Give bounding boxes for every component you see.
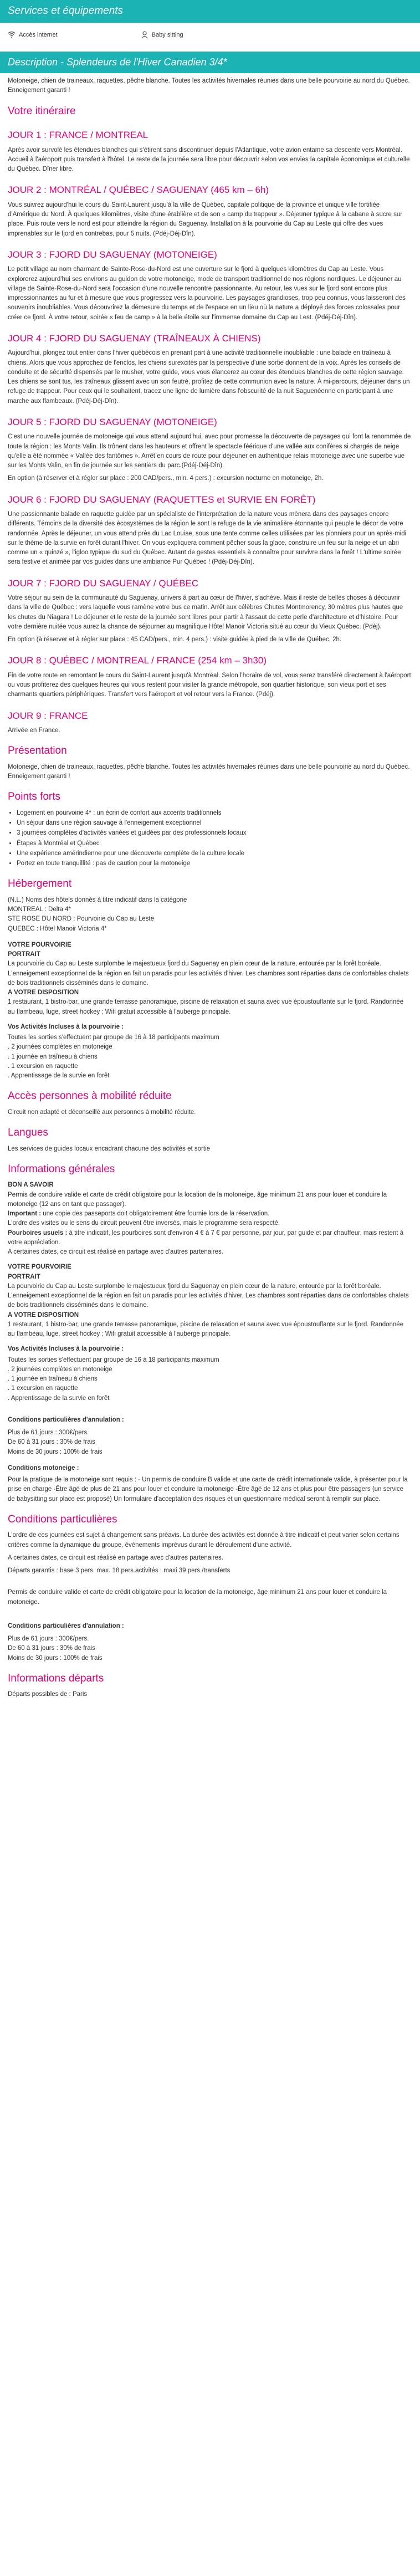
list-item: (N.L.) Noms des hôtels donnés à titre indicatif dans la catégorie [8, 896, 187, 903]
pourboires-text: à titre indicatif, les pourboires sont d'environ 4 € à 7 € par personne, par jour, par guide et par chauffeur, mais restent à votre appréciation. [8, 1229, 404, 1246]
day-title: JOUR 9 : FRANCE [8, 710, 88, 721]
block-title: A VOTRE DISPOSITION [8, 989, 79, 996]
day-title: JOUR 4 : FJORD DU SAGUENAY (TRAÎNEAUX À CHIENS) [8, 333, 261, 344]
points-forts-title: Points forts [8, 791, 61, 803]
departs-title: Informations départs [8, 1672, 104, 1684]
service-internet [8, 30, 58, 40]
block-title: PORTRAIT [8, 951, 40, 958]
list-item: . 1 journée en traîneau à chiens [8, 1376, 98, 1382]
description-banner: Description - Splendeurs de l'Hiver Canadien 3/4* [0, 52, 420, 73]
important-label: Important : [8, 1210, 42, 1217]
services-banner: Services et équipements [0, 0, 420, 23]
list-item: Plus de 61 jours : 300€/pers. [8, 1429, 89, 1436]
list-item: Moins de 30 jours : 100% de frais [8, 1448, 103, 1455]
list-item: STE ROSE DU NORD : Pourvoirie du Cap au Leste [8, 916, 154, 923]
list-item: . 1 excursion en raquette [8, 1062, 78, 1070]
block-title: BON A SAVOIR [8, 1182, 54, 1189]
conditions-text: Pour la pratique de la motoneige sont requis : - Un permis de conduire B valide et une carte de crédit internationale valide, à présenter pour la prise en charge -Être âgé de plus de 21 ans pour louer et conduire la motoneige -Être âgé de 12 ans et plus pour être passagers (un service de babysitting sur place est proposé) Un formulaire d'acceptation des risques et un questionnaire médical seront à remplir sur place. [8, 1476, 408, 1502]
list-item: • Portez en toute tranquillité : pas de caution pour la motoneige [17, 859, 412, 868]
portrait-text: La pourvoirie du Cap au Leste surplombe le majestueux fjord du Saguenay en plein cœur de la nature, entourée par la forêt boréale. L'enneigement exceptionnel de la région en fait un paradis pour les activités d'hiver. Les chambres sont réparties dans de confortables chalets de bois traditionnels disséminés dans le domaine. [8, 1282, 409, 1309]
service-label: Accès internet [19, 31, 58, 38]
hebergement-title: Hébergement [8, 878, 72, 890]
info-text: Permis de conduire valide et carte de crédit obligatoire pour la location de la motoneige, âge minimum 21 ans pour louer et conduire la motoneige (12 ans en tant que passager). [8, 1191, 387, 1208]
list-item: Toutes les sorties s'effectuent par groupe de 16 à 18 participants maximum [8, 1034, 219, 1041]
annulation-list [8, 1428, 412, 1457]
day-text: Fin de votre route en remontant le cours du Saint-Laurent jusqu'à Montréal. Selon l'horaire de vol, vous serez transféré directement à l'aéroport ou vous profiterez des quelques heures qui vous restent pour visiter la grande métropole, son quartier historique, son vieux port et ses charmants quartiers périphériques. Transfert vers l'aéroport et vol retour vers la France. (Pdéj). [8, 672, 411, 698]
departs-text: Départs possibles de : Paris [8, 1691, 88, 1698]
particulieres-text: Permis de conduire valide et carte de crédit obligatoire pour la location de la motoneige, âge minimum 21 ans pour louer et conduire la motoneige. [8, 1589, 387, 1606]
baby-icon [141, 31, 148, 39]
list-item: QUEBEC : Hôtel Manoir Victoria 4* [8, 925, 107, 932]
list-item: Plus de 61 jours : 300€/pers. [8, 1635, 89, 1642]
pourboires-label: Pourboires usuels : [8, 1229, 68, 1236]
list-item: • 3 journées complètes d'activités variées et guidées par des professionnels locaux [17, 829, 412, 838]
service-baby [141, 30, 183, 40]
list-item: . 2 journées complètes en motoneige [8, 1044, 112, 1051]
list-item: . Apprentissage de la survie en forêt [8, 1072, 110, 1079]
block-title: PORTRAIT [8, 1273, 40, 1280]
annulation-list [8, 1634, 412, 1663]
points-forts-list [17, 809, 412, 869]
activities-title: Vos Activités Incluses à la pourvoirie : [8, 1346, 124, 1353]
list-item: . Apprentissage de la survie en forêt [8, 1394, 110, 1402]
accessibilite-text: Circuit non adapté et déconseillé aux personnes à mobilité réduite. [8, 1108, 196, 1116]
main-content [0, 76, 420, 1700]
day-text: C'est une nouvelle journée de motoneige qui vous attend aujourd'hui, avec pour promesse la découverte de paysages qui font la renommée de toute la région : les Monts Valin. Ils trônent dans les hauteurs et offrent le spectacle féérique d'une vallée aux conifères si chargés de neige qu'elle a été nommée « Vallée des fantômes ». Arrêt en cours de route pour déjeuner en authentique relais motoneige avec une superbe vue sur les Monts Valin, en fin de journée sur les sentiers du parc.(Pdéj-Déj-Dîn). [8, 433, 411, 469]
list-item: • Une expérience amérindienne pour une découverte complète de la culture locale [17, 849, 412, 858]
day-text: Aujourd'hui, plongez tout entier dans l'hiver québécois en prenant part à une activité traditionnelle inoubliable : une balade en traîneau à chiens. Alors que vous approchez de l'enclos, les chiens surexcités par la perspective d'une sortie donnent de la voix. Après les conseils de conduite et de sécurité dispensés par le musher, votre guide, vous vous élancerez au cœur des étendues blanches de cette région sauvage. Les chiens se sont tus, les traîneaux glissent avec un son feutré, profitez de cette communion avec la nature. À mi-parcours, déjeuner dans un refuge de trappeur. Pour ceux qui le souhaitent, tracez une ligne de lumière dans l'obscurité de la nuit Saguenéenne en participant à une marche aux flambeaux. (Pdéj-Déj-Dîn). [8, 350, 410, 405]
day-title: JOUR 2 : MONTRÉAL / QUÉBEC / SAGUENAY (465 km – 6h) [8, 185, 269, 196]
block-title: A VOTRE DISPOSITION [8, 1311, 79, 1318]
annulation-title: Conditions particulières d'annulation : [8, 1622, 124, 1629]
list-item: • Logement en pourvoirie 4* : un écrin de confort aux accents traditionnels [17, 809, 412, 818]
disposition-text: 1 restaurant, 1 bistro-bar, une grande terrasse panoramique, piscine de relaxation et sauna avec vue époustouflante sur le fjord. Randonnée au flambeau, luge, street hockey ; Wifi gratuit accessible à l'auberge principale. [8, 999, 404, 1015]
info-important [8, 1209, 412, 1219]
itinerary-title: Votre itinéraire [8, 105, 76, 117]
infos-title: Informations générales [8, 1163, 115, 1175]
particulieres-text: Départs garantis : base 3 pers. max. 18 pers.activités : maxi 39 pers./transferts [8, 1567, 231, 1574]
important-text: une copie des passeports doit obligatoirement être fournie lors de la réservation. [41, 1210, 270, 1217]
service-label: Baby sitting [151, 31, 183, 38]
particulieres-title: Conditions particulières [8, 1513, 117, 1525]
services-list [0, 23, 420, 44]
conditions-title: Conditions motoneige : [8, 1464, 79, 1471]
day-title: JOUR 7 : FJORD DU SAGUENAY / QUÉBEC [8, 577, 199, 589]
activities-list [8, 1033, 412, 1081]
description-intro: Motoneige, chien de traineaux, raquettes, pêche blanche. Toutes les activités hivernales réunies dans une belle pourvoirie au nord du Québec. Enneigement garanti ! [8, 78, 410, 94]
day-title: JOUR 6 : FJORD DU SAGUENAY (RAQUETTES et SURVIE EN FORÊT) [8, 494, 316, 505]
langues-text: Les services de guides locaux encadrant chacune des activités et sortie [8, 1145, 211, 1152]
list-item: • Étapes à Montréal et Québec [17, 839, 412, 849]
day-text: Votre séjour au sein de la communauté du Saguenay, univers à part au cœur de l'hiver, s'achève. Mais il reste de belles choses à découvrir dans la ville de Québec : vers laquelle vous ramène votre bus ce matin. Arrêt aux célèbres Chutes Montmorency, 30 mètres plus hautes que les chutes du Niagara ! Le déjeuner et le reste de la journée sont libres pour partir à l'assaut de cette perle d'architecture et d'histoire. Pour votre dernière nuitée vous aurez la chance de séjourner au magnifique Hôtel Manoir Victoria situé au cœur du Vieux Québec. (Pdéj). [8, 595, 403, 630]
accessibilite-title: Accès personnes à mobilité réduite [8, 1090, 172, 1102]
hotel-list [8, 896, 412, 934]
annulation-title: Conditions particulières d'annulation : [8, 1416, 124, 1423]
list-item: De 60 à 31 jours : 30% de frais [8, 1439, 95, 1446]
day-option: En option (à réserver et à régler sur place : 45 CAD/pers., min. 4 pers.) : visite guidée à pied de la ville de Québec, 2h. [8, 636, 342, 643]
day-text: Le petit village au nom charmant de Sainte-Rose-du-Nord est une ouverture sur le fjord à quelques kilomètres du Cap au Leste. Vous explorerez aujourd'hui ses environs au guidon de votre motoneige, mode de transport traditionnel de nos régions nordiques. Le déjeuner au village de Sainte-Rose-du-Nord sera l'occasion d'une nouvelle rencontre passionnante. Au retour, les vues sur le fjord sont encore plus impressionnantes au fur et à mesure que vous progressez vers la pourvoirie. Les paysages grandioses, trop peu connus, vous laisseront des souvenirs inoubliables. Vous découvrirez la démesure du temps et de l'espace en un lieu où la nature a déployé des forces colossales pour créer ce fjord. À votre retour, soirée « feu de camp » à la belle étoile sur l'immense domaine du Cap au Lest. (Pdéj-Déj-Dîn). [8, 266, 406, 321]
day-text: Une passionnante balade en raquette guidée par un spécialiste de l'interprétation de la nature vous mènera dans des paysages encore différents. Témoins de la diversité des écosystèmes de la région le sont la refuge de la vie animalière étonnante qui peuple le décor de votre randonnée. Après le déjeuner, un vous attend près du Lac Louise, sous une tente comme celles utilisées par les pionniers pour un après-midi sur le thème de la survie en forêt durant l'hiver. On vous expliquera comment pêcher sous la glace, construire un feu sur la neige et un abri comme un « quinzé », l'igloo typique du sud du Québec. Autant de gestes essentiels à connaître pour survivre dans la forêt ! L'ultime soirée sera festive et animée par vos guides dans une ambiance Pur Québec ! (Pdéj-Déj-Dîn). [8, 511, 407, 566]
presentation-title: Présentation [8, 745, 67, 757]
portrait-text: La pourvoirie du Cap au Leste surplombe le majestueux fjord du Saguenay en plein cœur de la nature, entourée par la forêt boréale. L'enneigement exceptionnel de la région en fait un paradis pour les activités d'hiver. Les chambres sont réparties dans de confortables chalets de bois traditionnels disséminés dans le domaine. [8, 960, 409, 987]
list-item: • Un séjour dans une région sauvage à l'enneigement exceptionnel [17, 819, 412, 828]
info-text: A certaines dates, ce circuit est réalisé en partage avec d'autres partenaires. [8, 1249, 223, 1255]
day-text: Après avoir survolé les étendues blanches qui s'étirent sans discontinuer depuis l'Atlantique, votre avion entame sa descente vers Montréal. Accueil à l'aéroport puis transfert à l'hôtel. Le reste de la journée sera libre pour découvrir selon vos envies la capitale économique et culturelle du Québec. Dîner libre. [8, 146, 410, 172]
list-item: MONTREAL : Delta 4* [8, 906, 71, 913]
info-pourboires [8, 1229, 412, 1248]
day-option: En option (à réserver et à régler sur place : 200 CAD/pers., min. 4 pers.) : excursion nocturne en motoneige, 2h. [8, 475, 324, 482]
langues-title: Langues [8, 1127, 48, 1138]
list-item: De 60 à 31 jours : 30% de frais [8, 1645, 95, 1652]
particulieres-text: A certaines dates, ce circuit est réalisé en partage avec d'autres partenaires. [8, 1554, 223, 1561]
day-text: Vous suivrez aujourd'hui le cours du Saint-Laurent jusqu'à la ville de Québec, capitale politique de la province et unique ville fortifiée d'Amérique du Nord. À quelques kilomètres, visite d'une érablière et de son « camp du trappeur ». Déjeuner typique à la cabane à sucre sur place. Puis route vers le nord est pour atteindre la région du Saguenay. Installation à la pourvoirie du Cap au Leste qui offre des vues imprenables sur le fjord en contrebas, pour 5 nuits. (Pdéj-Déj-Dîn). [8, 201, 403, 237]
day-title: JOUR 3 : FJORD DU SAGUENAY (MOTONEIGE) [8, 249, 217, 260]
list-item: Toutes les sorties s'effectuent par groupe de 16 à 18 participants maximum [8, 1356, 219, 1363]
presentation-text: Motoneige, chien de traineaux, raquettes, pêche blanche. Toutes les activités hivernales réunies dans une belle pourvoirie au nord du Québec. Enneigement garanti ! [8, 763, 410, 780]
list-item: . 1 excursion en raquette [8, 1385, 78, 1392]
disposition-text: 1 restaurant, 1 bistro-bar, une grande terrasse panoramique, piscine de relaxation et sauna avec vue époustouflante sur le fjord. Randonnée au flambeau, luge, street hockey ; Wifi gratuit accessible à l'auberge principale. [8, 1321, 404, 1337]
info-text: L'ordre des visites ou le sens du circuit peuvent être inversés, mais le programme sera respecté. [8, 1220, 280, 1227]
day-text: Arrivée en France. [8, 727, 60, 734]
list-item: . 2 journées complètes en motoneige [8, 1366, 112, 1373]
day-title: JOUR 8 : QUÉBEC / MONTREAL / FRANCE (254 km – 3h30) [8, 655, 267, 666]
particulieres-text: L'ordre de ces journées est sujet à changement sans préavis. La durée des activités est donnée à titre indicatif et peut varier selon certains critères comme la dynamique du groupe, événements imprévus durant le déroulement d'une activité. [8, 1532, 399, 1548]
list-item: . 1 journée en traîneau à chiens [8, 1053, 98, 1060]
block-title: VOTRE POURVOIRIE [8, 941, 71, 948]
block-title: VOTRE POURVOIRIE [8, 1264, 71, 1271]
wifi-icon [8, 31, 16, 39]
day-title: JOUR 1 : FRANCE / MONTREAL [8, 130, 148, 140]
activities-title: Vos Activités Incluses à la pourvoirie : [8, 1023, 124, 1030]
day-title: JOUR 5 : FJORD DU SAGUENAY (MOTONEIGE) [8, 416, 217, 427]
activities-list [8, 1356, 412, 1403]
list-item: Moins de 30 jours : 100% de frais [8, 1654, 103, 1662]
